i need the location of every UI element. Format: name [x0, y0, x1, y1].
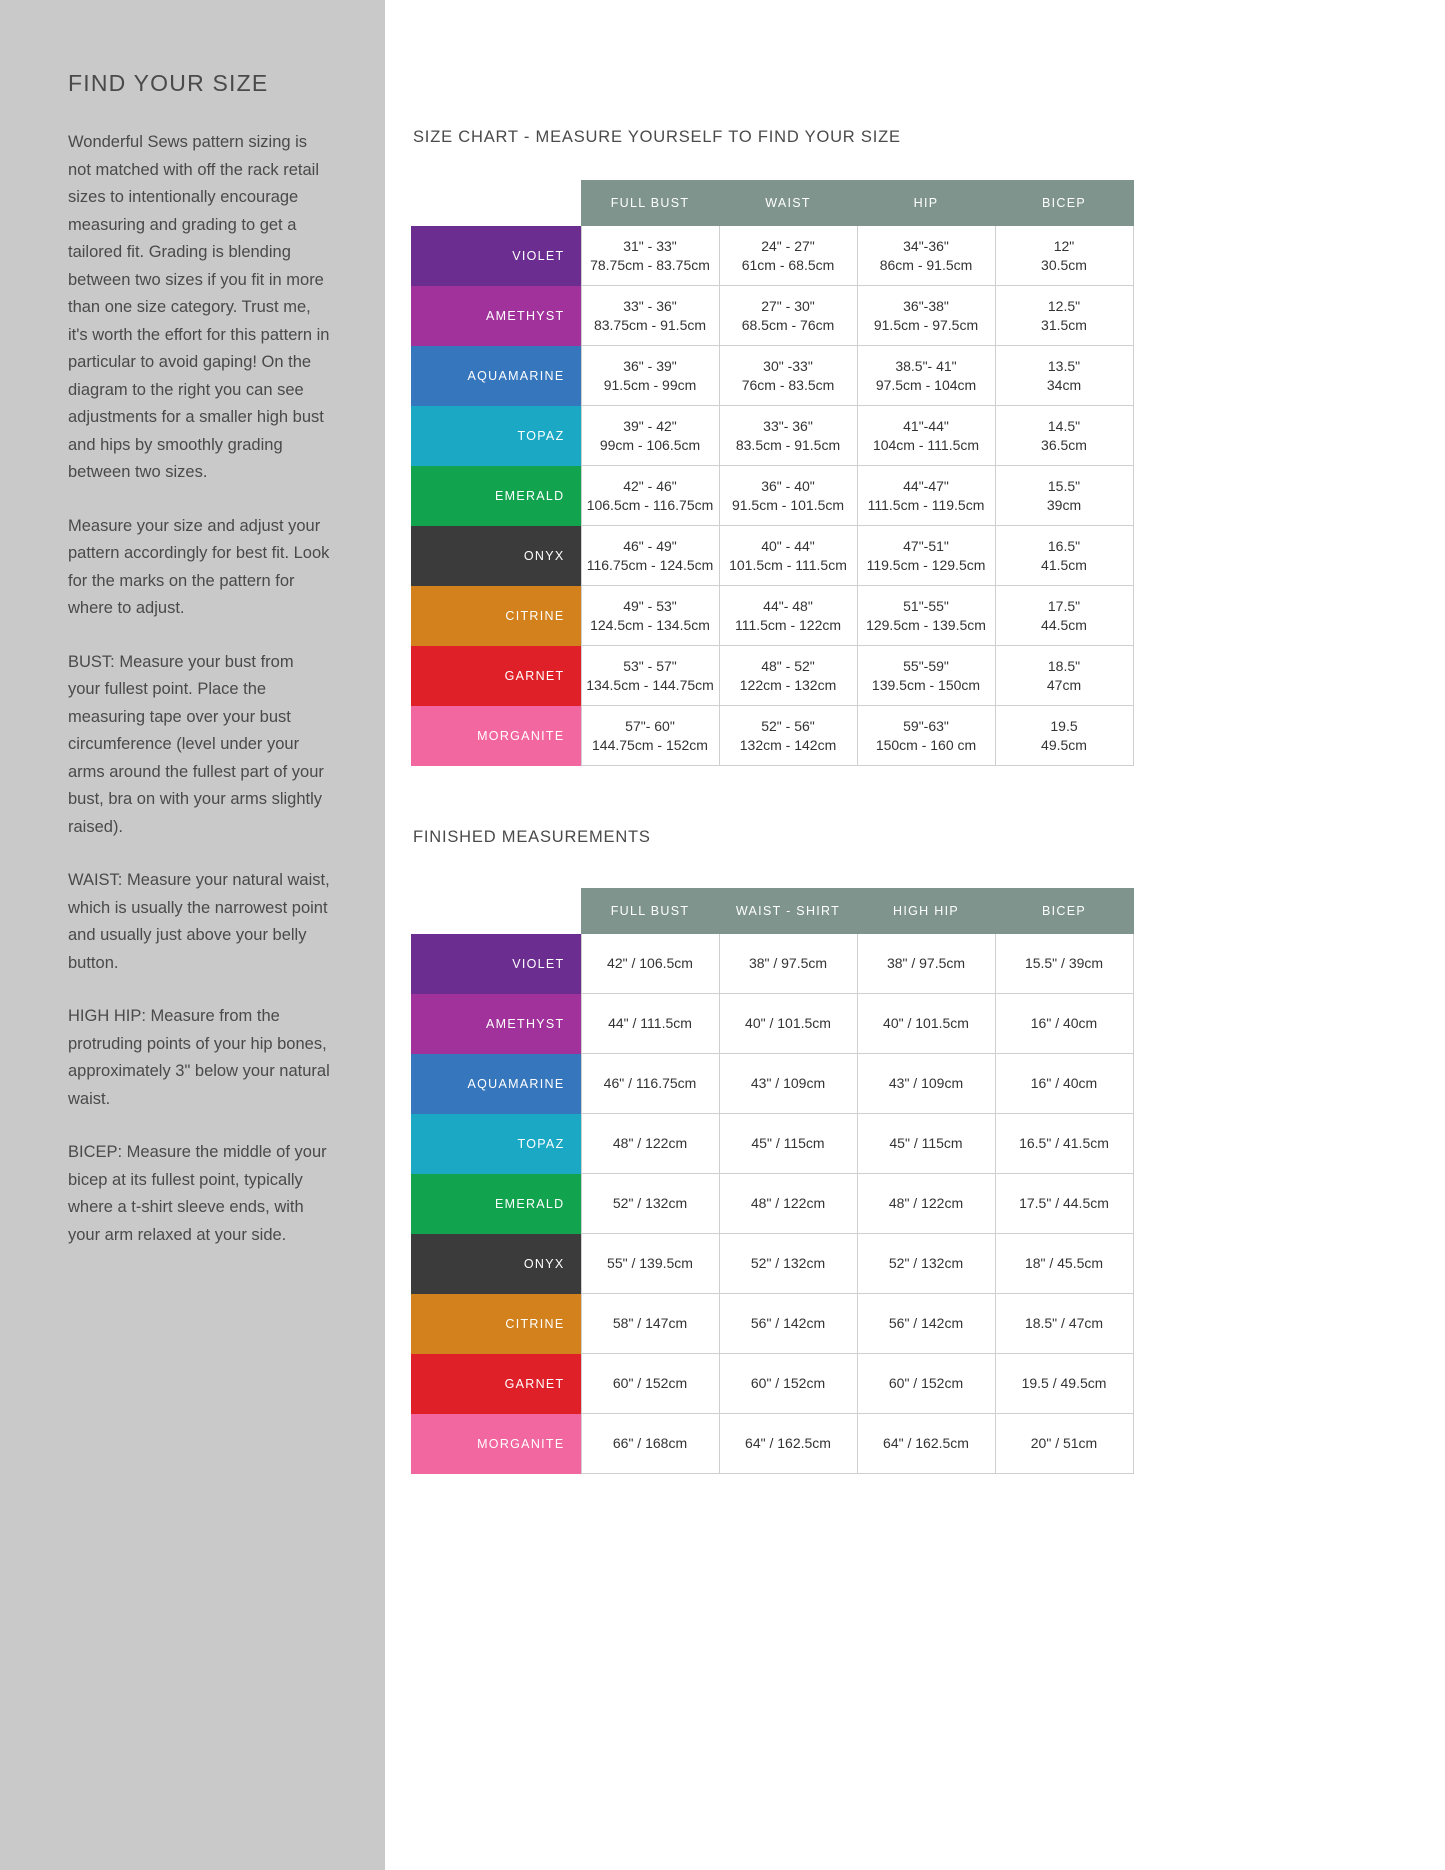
measurement-cell: 45" / 115cm — [857, 1114, 995, 1174]
table-row — [411, 346, 1133, 406]
measurement-cell: 14.5" 36.5cm — [995, 406, 1133, 466]
size-name-cell-amethyst: AMETHYST — [411, 286, 581, 346]
size-name-cell-garnet: GARNET — [411, 646, 581, 706]
sidebar-paragraph-waist: WAIST: Measure your natural waist, which is usually the narrowest point and usually just above your belly button. — [68, 871, 330, 972]
size-name-cell-morganite: MORGANITE — [411, 1414, 581, 1474]
measurement-cell: 51"-55" 129.5cm - 139.5cm — [857, 586, 995, 646]
measurement-cell: 55" / 139.5cm — [581, 1234, 719, 1294]
measurement-cell: 38.5"- 41" 97.5cm - 104cm — [857, 346, 995, 406]
measurement-cell: 33" - 36" 83.75cm - 91.5cm — [581, 286, 719, 346]
measurement-cell: 48" / 122cm — [719, 1174, 857, 1234]
table-row — [411, 226, 1133, 286]
measurement-cell: 60" / 152cm — [857, 1354, 995, 1414]
measurement-cell: 38" / 97.5cm — [857, 934, 995, 994]
measurement-cell: 39" - 42" 99cm - 106.5cm — [581, 406, 719, 466]
size-name-cell-onyx: ONYX — [411, 526, 581, 586]
measurement-cell: 42" / 106.5cm — [581, 934, 719, 994]
sidebar-paragraph-intro: Wonderful Sews pattern sizing is not matched with off the rack retail sizes to intentionally encourage measuring and grading to get a tailored fit. Grading is blending between two sizes if you fit in more than one size category. Trust me, it's worth the effort for this pattern in particular to avoid gaping! On the diagram to the right you can see adjustments for a smaller high bust and hips by smoothly grading between two sizes. — [68, 133, 330, 481]
size-chart-table — [411, 180, 1134, 766]
size-name-cell-aquamarine: AQUAMARINE — [411, 346, 581, 406]
measurement-cell: 40" - 44" 101.5cm - 111.5cm — [719, 526, 857, 586]
measurement-cell: 18.5" / 47cm — [995, 1294, 1133, 1354]
measurement-cell: 46" / 116.75cm — [581, 1054, 719, 1114]
measurement-cell: 52" - 56" 132cm - 142cm — [719, 706, 857, 766]
measurement-cell: 19.5 / 49.5cm — [995, 1354, 1133, 1414]
table-row — [411, 406, 1133, 466]
size-name-cell-morganite: MORGANITE — [411, 706, 581, 766]
measurement-cell: 48" - 52" 122cm - 132cm — [719, 646, 857, 706]
table-row — [411, 1354, 1133, 1414]
size-name-cell-emerald: EMERALD — [411, 466, 581, 526]
sidebar-paragraph-bicep: BICEP: Measure the middle of your bicep at its fullest point, typically where a t-shirt sleeve ends, with your arm relaxed at your side. — [68, 1143, 327, 1244]
measurement-cell: 55"-59" 139.5cm - 150cm — [857, 646, 995, 706]
column-header-bicep: BICEP — [995, 181, 1133, 226]
measurement-cell: 38" / 97.5cm — [719, 934, 857, 994]
measurement-cell: 13.5" 34cm — [995, 346, 1133, 406]
column-header-hip: HIP — [857, 181, 995, 226]
table-row — [411, 1114, 1133, 1174]
measurement-cell: 44"- 48" 111.5cm - 122cm — [719, 586, 857, 646]
measurement-cell: 58" / 147cm — [581, 1294, 719, 1354]
page-title: FIND YOUR SIZE — [68, 70, 269, 96]
measurement-cell: 52" / 132cm — [857, 1234, 995, 1294]
measurement-cell: 44" / 111.5cm — [581, 994, 719, 1054]
measurement-cell: 48" / 122cm — [857, 1174, 995, 1234]
measurement-cell: 27" - 30" 68.5cm - 76cm — [719, 286, 857, 346]
measurement-cell: 56" / 142cm — [857, 1294, 995, 1354]
measurement-cell: 44"-47" 111.5cm - 119.5cm — [857, 466, 995, 526]
measurement-cell: 49" - 53" 124.5cm - 134.5cm — [581, 586, 719, 646]
measurement-cell: 59"-63" 150cm - 160 cm — [857, 706, 995, 766]
measurement-cell: 40" / 101.5cm — [719, 994, 857, 1054]
measurement-cell: 31" - 33" 78.75cm - 83.75cm — [581, 226, 719, 286]
measurement-cell: 42" - 46" 106.5cm - 116.75cm — [581, 466, 719, 526]
table-row — [411, 994, 1133, 1054]
table-row — [411, 1294, 1133, 1354]
column-header-high-hip: HIGH HIP — [857, 889, 995, 934]
measurement-cell: 56" / 142cm — [719, 1294, 857, 1354]
measurement-cell: 33"- 36" 83.5cm - 91.5cm — [719, 406, 857, 466]
size-name-cell-aquamarine: AQUAMARINE — [411, 1054, 581, 1114]
table-row — [411, 706, 1133, 766]
measurement-cell: 16" / 40cm — [995, 994, 1133, 1054]
measurement-cell: 41"-44" 104cm - 111.5cm — [857, 406, 995, 466]
measurement-cell: 66" / 168cm — [581, 1414, 719, 1474]
measurement-cell: 16" / 40cm — [995, 1054, 1133, 1114]
table-row — [411, 1054, 1133, 1114]
measurement-cell: 48" / 122cm — [581, 1114, 719, 1174]
finished-measurements-title: FINISHED MEASUREMENTS — [413, 828, 651, 846]
measurement-cell: 36" - 40" 91.5cm - 101.5cm — [719, 466, 857, 526]
size-name-cell-onyx: ONYX — [411, 1234, 581, 1294]
measurement-cell: 12" 30.5cm — [995, 226, 1133, 286]
size-name-cell-topaz: TOPAZ — [411, 406, 581, 466]
measurement-cell: 15.5" 39cm — [995, 466, 1133, 526]
finished-chart-header — [411, 889, 1133, 934]
sidebar-paragraph-high-hip: HIGH HIP: Measure from the protruding points of your hip bones, approximately 3" below your natural waist. — [68, 1007, 330, 1108]
measurement-cell: 40" / 101.5cm — [857, 994, 995, 1054]
table-row — [411, 586, 1133, 646]
content-area — [385, 0, 1445, 1870]
measurement-cell: 46" - 49" 116.75cm - 124.5cm — [581, 526, 719, 586]
measurement-cell: 16.5" / 41.5cm — [995, 1114, 1133, 1174]
column-header-bicep: BICEP — [995, 889, 1133, 934]
size-chart-header — [411, 181, 1133, 226]
table-row — [411, 646, 1133, 706]
measurement-cell: 60" / 152cm — [719, 1354, 857, 1414]
table-row — [411, 934, 1133, 994]
size-chart-body — [411, 226, 1133, 766]
corner-cell — [411, 181, 581, 226]
table-row — [411, 286, 1133, 346]
size-name-cell-citrine: CITRINE — [411, 1294, 581, 1354]
measurement-cell: 20" / 51cm — [995, 1414, 1133, 1474]
table-row — [411, 1414, 1133, 1474]
measurement-cell: 18.5" 47cm — [995, 646, 1133, 706]
measurement-cell: 45" / 115cm — [719, 1114, 857, 1174]
size-chart-title: SIZE CHART - MEASURE YOURSELF TO FIND YOUR SIZE — [413, 128, 901, 146]
size-name-cell-violet: VIOLET — [411, 226, 581, 286]
measurement-cell: 43" / 109cm — [857, 1054, 995, 1114]
table-row — [411, 1174, 1133, 1234]
measurement-cell: 64" / 162.5cm — [719, 1414, 857, 1474]
measurement-cell: 53" - 57" 134.5cm - 144.75cm — [581, 646, 719, 706]
size-name-cell-emerald: EMERALD — [411, 1174, 581, 1234]
size-name-cell-amethyst: AMETHYST — [411, 994, 581, 1054]
size-name-cell-violet: VIOLET — [411, 934, 581, 994]
measurement-cell: 57"- 60" 144.75cm - 152cm — [581, 706, 719, 766]
measurement-cell: 36"-38" 91.5cm - 97.5cm — [857, 286, 995, 346]
finished-chart-body — [411, 934, 1133, 1474]
measurement-cell: 16.5" 41.5cm — [995, 526, 1133, 586]
column-header-full-bust: FULL BUST — [581, 889, 719, 934]
sidebar-paragraph-bust: BUST: Measure your bust from your fullest point. Place the measuring tape over your bust circumference (level under your arms around the fullest part of your bust, bra on with your arms slightly raised). — [68, 652, 324, 836]
measurement-cell: 34"-36" 86cm - 91.5cm — [857, 226, 995, 286]
size-name-cell-garnet: GARNET — [411, 1354, 581, 1414]
measurement-cell: 17.5" / 44.5cm — [995, 1174, 1133, 1234]
measurement-cell: 64" / 162.5cm — [857, 1414, 995, 1474]
measurement-cell: 36" - 39" 91.5cm - 99cm — [581, 346, 719, 406]
column-header-waist: WAIST — [719, 181, 857, 226]
measurement-cell: 24" - 27" 61cm - 68.5cm — [719, 226, 857, 286]
sidebar-paragraph-measure: Measure your size and adjust your pattern accordingly for best fit. Look for the marks on the pattern for where to adjust. — [68, 516, 330, 617]
table-row — [411, 1234, 1133, 1294]
size-name-cell-citrine: CITRINE — [411, 586, 581, 646]
size-name-cell-topaz: TOPAZ — [411, 1114, 581, 1174]
measurement-cell: 18" / 45.5cm — [995, 1234, 1133, 1294]
column-header-full-bust: FULL BUST — [581, 181, 719, 226]
measurement-cell: 30" -33" 76cm - 83.5cm — [719, 346, 857, 406]
table-row — [411, 466, 1133, 526]
measurement-cell: 17.5" 44.5cm — [995, 586, 1133, 646]
sidebar — [0, 0, 385, 1870]
measurement-cell: 47"-51" 119.5cm - 129.5cm — [857, 526, 995, 586]
measurement-cell: 19.5 49.5cm — [995, 706, 1133, 766]
finished-measurements-table — [411, 888, 1134, 1474]
measurement-cell: 43" / 109cm — [719, 1054, 857, 1114]
corner-cell — [411, 889, 581, 934]
column-header-waist-shirt: WAIST - SHIRT — [719, 889, 857, 934]
measurement-cell: 52" / 132cm — [719, 1234, 857, 1294]
measurement-cell: 15.5" / 39cm — [995, 934, 1133, 994]
measurement-cell: 12.5" 31.5cm — [995, 286, 1133, 346]
measurement-cell: 60" / 152cm — [581, 1354, 719, 1414]
table-row — [411, 526, 1133, 586]
measurement-cell: 52" / 132cm — [581, 1174, 719, 1234]
